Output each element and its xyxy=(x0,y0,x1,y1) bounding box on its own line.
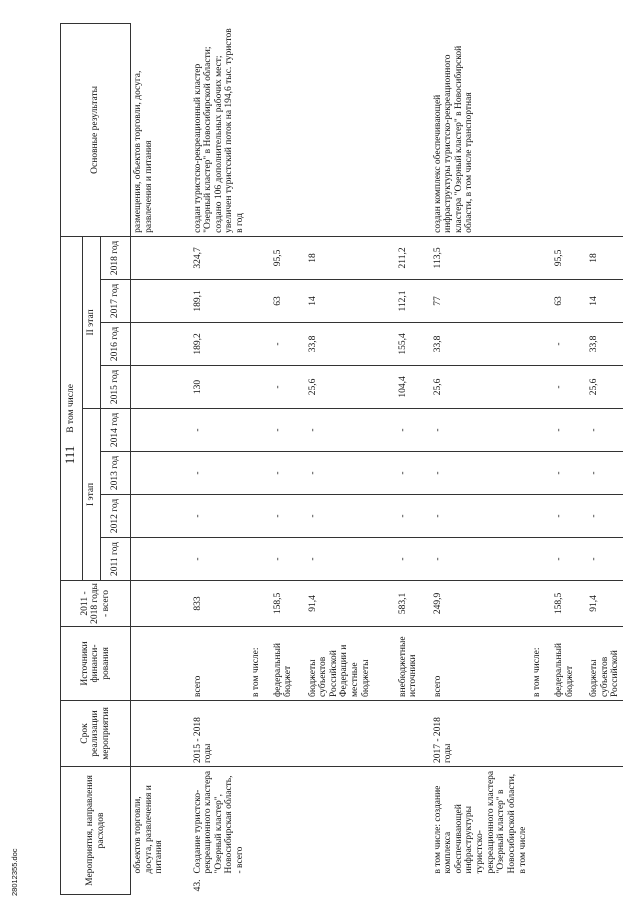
year-value-cell: 18 xyxy=(306,236,396,279)
table-header xyxy=(61,23,131,894)
result-cell xyxy=(306,23,396,236)
table-row xyxy=(587,23,623,894)
year-value-cell: 33,8 xyxy=(587,322,623,365)
year-value-cell: 63 xyxy=(271,279,306,322)
year-value-cell xyxy=(249,408,271,451)
year-value-cell xyxy=(249,537,271,580)
measure-cell: Создание туристско-рекреационного кластера "Озерный кластер", Новосибирская область, - всего xyxy=(191,766,249,876)
term-cell xyxy=(530,700,552,766)
year-value-cell: 63 xyxy=(552,279,587,322)
header-stage-2: II этап xyxy=(83,236,101,408)
table-row xyxy=(306,23,396,894)
row-number xyxy=(552,877,587,895)
measure-cell xyxy=(552,766,587,876)
year-value-cell: 25,6 xyxy=(431,365,531,408)
year-value-cell xyxy=(530,537,552,580)
year-value-cell xyxy=(131,537,191,580)
year-value-cell: - xyxy=(552,494,587,537)
term-cell xyxy=(587,700,623,766)
table-row xyxy=(396,23,431,894)
source-cell: в том числе: xyxy=(530,626,552,700)
table-row xyxy=(530,23,552,894)
year-value-cell: - xyxy=(271,408,306,451)
year-value-cell xyxy=(530,408,552,451)
year-value-cell: - xyxy=(271,451,306,494)
year-value-cell: 324,7 xyxy=(191,236,249,279)
year-value-cell: - xyxy=(271,494,306,537)
year-value-cell: 33,8 xyxy=(306,322,396,365)
year-value-cell: 211,2 xyxy=(396,236,431,279)
year-value-cell xyxy=(249,365,271,408)
year-value-cell: 189,1 xyxy=(191,279,249,322)
result-cell: размещения, объектов торговли, досуга, развлечения и питания xyxy=(133,70,154,233)
term-cell xyxy=(131,700,191,766)
year-value-cell xyxy=(249,322,271,365)
year-value-cell: - xyxy=(431,408,531,451)
table-body xyxy=(131,23,624,894)
header-year: 2012 год xyxy=(101,494,131,537)
total-cell: 249,9 xyxy=(431,580,531,626)
year-value-cell xyxy=(131,451,191,494)
year-value-cell: - xyxy=(191,537,249,580)
measure-cell xyxy=(306,766,396,876)
year-value-cell xyxy=(530,365,552,408)
rotated-page xyxy=(60,28,635,895)
total-cell: 91,4 xyxy=(306,580,396,626)
year-value-cell: - xyxy=(552,451,587,494)
year-value-cell xyxy=(530,322,552,365)
header-total: 2011 - 2018 годы - всего xyxy=(61,580,131,626)
header-year: 2014 год xyxy=(101,408,131,451)
year-value-cell: 14 xyxy=(306,279,396,322)
year-value-cell: - xyxy=(431,537,531,580)
year-value-cell: - xyxy=(587,408,623,451)
year-value-cell xyxy=(131,236,191,279)
year-value-cell: 18 xyxy=(587,236,623,279)
source-cell: всего xyxy=(191,626,249,700)
header-year: 2013 год xyxy=(101,451,131,494)
total-cell: 833 xyxy=(191,580,249,626)
row-number: 43. xyxy=(192,879,203,892)
year-value-cell xyxy=(249,451,271,494)
year-value-cell xyxy=(530,451,552,494)
result-cell xyxy=(587,23,623,236)
year-value-cell: 14 xyxy=(587,279,623,322)
total-cell xyxy=(249,580,271,626)
result-cell xyxy=(271,23,306,236)
year-value-cell: - xyxy=(552,537,587,580)
row-number xyxy=(271,877,306,895)
document-id: 28012355.doc xyxy=(10,848,19,896)
year-value-cell: - xyxy=(431,494,531,537)
term-cell xyxy=(271,700,306,766)
row-number xyxy=(431,877,531,895)
year-value-cell xyxy=(131,279,191,322)
year-value-cell xyxy=(530,236,552,279)
year-value-cell: 33,8 xyxy=(431,322,531,365)
total-cell: 158,5 xyxy=(552,580,587,626)
year-value-cell: 77 xyxy=(431,279,531,322)
year-value-cell: - xyxy=(396,537,431,580)
term-cell xyxy=(306,700,396,766)
year-value-cell: - xyxy=(191,494,249,537)
year-value-cell: - xyxy=(396,408,431,451)
source-cell: бюджеты субъектов Российской xyxy=(587,626,623,700)
year-value-cell xyxy=(249,279,271,322)
header-year: 2018 год xyxy=(101,236,131,279)
header-year: 2017 год xyxy=(101,279,131,322)
table-row xyxy=(249,23,271,894)
year-value-cell: - xyxy=(587,537,623,580)
year-value-cell xyxy=(249,494,271,537)
total-cell xyxy=(530,580,552,626)
year-value-cell xyxy=(131,408,191,451)
source-cell: всего xyxy=(431,626,531,700)
row-number xyxy=(131,877,191,895)
year-value-cell xyxy=(131,365,191,408)
table-row xyxy=(191,23,249,894)
year-value-cell xyxy=(530,279,552,322)
year-value-cell: 95,5 xyxy=(271,236,306,279)
term-cell: 2015 - 2018 годы xyxy=(191,700,249,766)
source-cell: в том числе: xyxy=(249,626,271,700)
measure-cell xyxy=(530,766,552,876)
row-number xyxy=(396,877,431,895)
header-stage-1: I этап xyxy=(83,408,101,580)
year-value-cell: - xyxy=(552,365,587,408)
header-results: Основные результаты xyxy=(61,23,131,236)
year-value-cell: - xyxy=(271,322,306,365)
result-cell: создан туристско-рекреационный кластер "Озерный кластер" в Новосибирской области; создано 106 дополнительных рабочих мест; увеличен туристский поток на 194,6 тыс. туристов в год xyxy=(192,28,245,233)
header-year: 2016 год xyxy=(101,322,131,365)
year-value-cell xyxy=(131,322,191,365)
year-value-cell xyxy=(131,494,191,537)
year-value-cell: - xyxy=(587,451,623,494)
year-value-cell: - xyxy=(396,451,431,494)
year-value-cell xyxy=(249,236,271,279)
year-value-cell: - xyxy=(552,322,587,365)
year-value-cell: 130 xyxy=(191,365,249,408)
measure-cell xyxy=(587,766,623,876)
measure-cell: в том числе: создание комплекса обеспечивающей инфраструктуры туристско-рекреационного кластера "Озерный кластер" в Новосибирской области, в том числе xyxy=(431,766,531,876)
page-number: 111 xyxy=(62,445,77,465)
term-cell: 2017 - 2018 годы xyxy=(431,700,531,766)
year-value-cell: - xyxy=(306,408,396,451)
year-value-cell: - xyxy=(306,494,396,537)
year-value-cell: 104,4 xyxy=(396,365,431,408)
year-value-cell: 189,2 xyxy=(191,322,249,365)
header-term: Срок реализации мероприятия xyxy=(61,700,131,766)
term-cell xyxy=(249,700,271,766)
header-year: 2015 год xyxy=(101,365,131,408)
year-value-cell: - xyxy=(271,537,306,580)
measure-cell xyxy=(271,766,306,876)
result-cell xyxy=(249,23,271,236)
measure-cell xyxy=(249,766,271,876)
total-cell: 91,4 xyxy=(587,580,623,626)
source-cell: федеральный бюджет xyxy=(271,626,306,700)
source-cell xyxy=(131,626,191,700)
result-cell xyxy=(530,23,552,236)
header-incl: В том числе xyxy=(61,236,83,580)
year-value-cell: - xyxy=(306,451,396,494)
header-year: 2011 год xyxy=(101,537,131,580)
year-value-cell: - xyxy=(587,494,623,537)
year-value-cell: - xyxy=(191,408,249,451)
year-value-cell: - xyxy=(306,537,396,580)
row-number xyxy=(530,877,552,895)
source-cell: бюджеты субъектов Российской Федерации и местные бюджеты xyxy=(306,626,396,700)
year-value-cell xyxy=(530,494,552,537)
year-value-cell: 25,6 xyxy=(306,365,396,408)
year-value-cell: - xyxy=(191,451,249,494)
result-cell xyxy=(396,23,431,236)
year-value-cell: - xyxy=(396,494,431,537)
total-cell xyxy=(131,580,191,626)
header-sources: Источники финанси-рования xyxy=(61,626,131,700)
term-cell xyxy=(396,700,431,766)
source-cell: федеральный бюджет xyxy=(552,626,587,700)
total-cell: 583,1 xyxy=(396,580,431,626)
measure-cell xyxy=(396,766,431,876)
row-number xyxy=(587,877,623,895)
year-value-cell: 155,4 xyxy=(396,322,431,365)
table-row xyxy=(431,23,531,894)
year-value-cell: 112,1 xyxy=(396,279,431,322)
term-cell xyxy=(552,700,587,766)
year-value-cell: - xyxy=(271,365,306,408)
table-row xyxy=(271,23,306,894)
source-cell: внебюджетные источники xyxy=(396,626,431,700)
table-row xyxy=(552,23,587,894)
total-cell: 158,5 xyxy=(271,580,306,626)
row-number xyxy=(249,877,271,895)
year-value-cell: 113,5 xyxy=(431,236,531,279)
result-cell xyxy=(552,23,587,236)
header-measures: Мероприятия, направления расходов xyxy=(61,766,131,894)
year-value-cell: - xyxy=(552,408,587,451)
measure-cell: объектов торговли, досуга, развлечения и питания xyxy=(131,766,191,876)
result-cell: создан комплекс обеспечивающей инфраструктуры туристско-рекреационного кластера "Озерный кластер" в Новосибирской области, в том числе транспортная xyxy=(432,45,475,233)
year-value-cell: 25,6 xyxy=(587,365,623,408)
year-value-cell: 95,5 xyxy=(552,236,587,279)
row-number xyxy=(306,877,396,895)
expenditure-table xyxy=(60,23,623,895)
year-value-cell: - xyxy=(431,451,531,494)
table-row xyxy=(131,23,191,894)
